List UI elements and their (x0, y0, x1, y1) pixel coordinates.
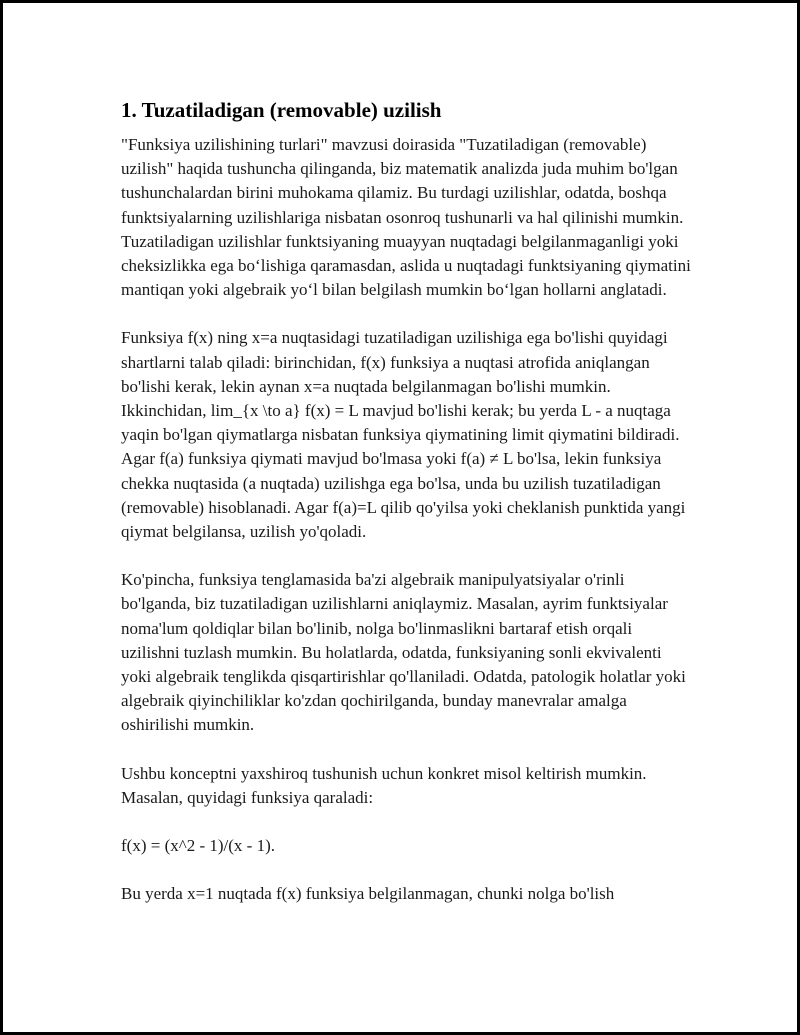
section-heading: 1. Tuzatiladigan (removable) uzilish (121, 98, 442, 122)
paragraph-explanation: Bu yerda x=1 nuqtada f(x) funksiya belgilanmagan, chunki nolga bo'lish (121, 884, 615, 904)
paragraph-example-intro: Ushbu konceptni yaxshiroq tushunish uchun konkret misol keltirish mumkin. Masalan, quyidagi funksiya qaraladi: (121, 763, 647, 807)
document-body (121, 97, 691, 930)
paragraph-intro: "Funksiya uzilishining turlari" mavzusi doirasida "Tuzatiladigan (removable) uzilish" haqida tushuncha qilinganda, biz matematik analizda juda muhim bo'lgan tushunchalardan birini muhokama qilamiz. Bu turdagi uzilishlar, odatda, boshqa funktsiyalarning uzilishlariga nisbatan osonroq tushunarli va hal qilinishi mumkin. Tuzatiladigan uzilishlar funktsiyaning muayyan nuqtadagi belgilanmaganligi yoki cheksizlikka ega bo‘lishiga qaramasdan, aslida u nuqtadagi funktsiyaning qiymatini mantiqan yoki algebraik yo‘l bilan belgilash mumkin bo‘lgan hollarni anglatadi. (121, 135, 691, 300)
paragraph-conditions: Funksiya f(x) ning x=a nuqtasidagi tuzatiladigan uzilishiga ega bo'lishi quyidagi shartlarni talab qiladi: birinchidan, f(x) funksiya a nuqtasi atrofida aniqlangan bo'lishi kerak, lekin aynan x=a nuqtada belgilanmagan bo'lishi mumkin. Ikkinchidan, lim_{x \to a} f(x) = L mavjud bo'lishi kerak; bu yerda L - a nuqtaga yaqin bo'lgan qiymatlarga nisbatan funksiya qiymatining limit qiymatini bildiradi. Agar f(a) funksiya qiymati mavjud bo'lmasa yoki f(a) ≠ L bo'lsa, lekin funksiya chekka nuqtasida (a nuqtada) uzilishga ega bo'lsa, unda bu uzilish tuzatiladigan (removable) hisoblanadi. Agar f(a)=L qilib qo'yilsa yoki cheklanish punktida yangi qiymat belgilansa, uzilish yo'qoladi. (121, 328, 686, 542)
paragraph-algebraic: Ko'pincha, funksiya tenglamasida ba'zi algebraik manipulyatsiyalar o'rinli bo'lganda, biz tuzatiladigan uzilishlarni aniqlaymiz. Masalan, ayrim funktsiyalar noma'lum qoldiqlar bilan bo'linib, nolga bo'linmaslikni bartaraf etish orqali uzilishni tuzlash mumkin. Bu holatlarda, odatda, funksiyaning sonli ekvivalenti yoki algebraik tenglikda qisqartirishlar qo'llaniladi. Odatda, patologik holatlar yoki algebraik qiyinchiliklar ko'zdan qochirilganda, bunday manevralar amalga oshirilishi mumkin. (121, 570, 686, 735)
paragraph-formula: f(x) = (x^2 - 1)/(x - 1). (121, 836, 275, 856)
